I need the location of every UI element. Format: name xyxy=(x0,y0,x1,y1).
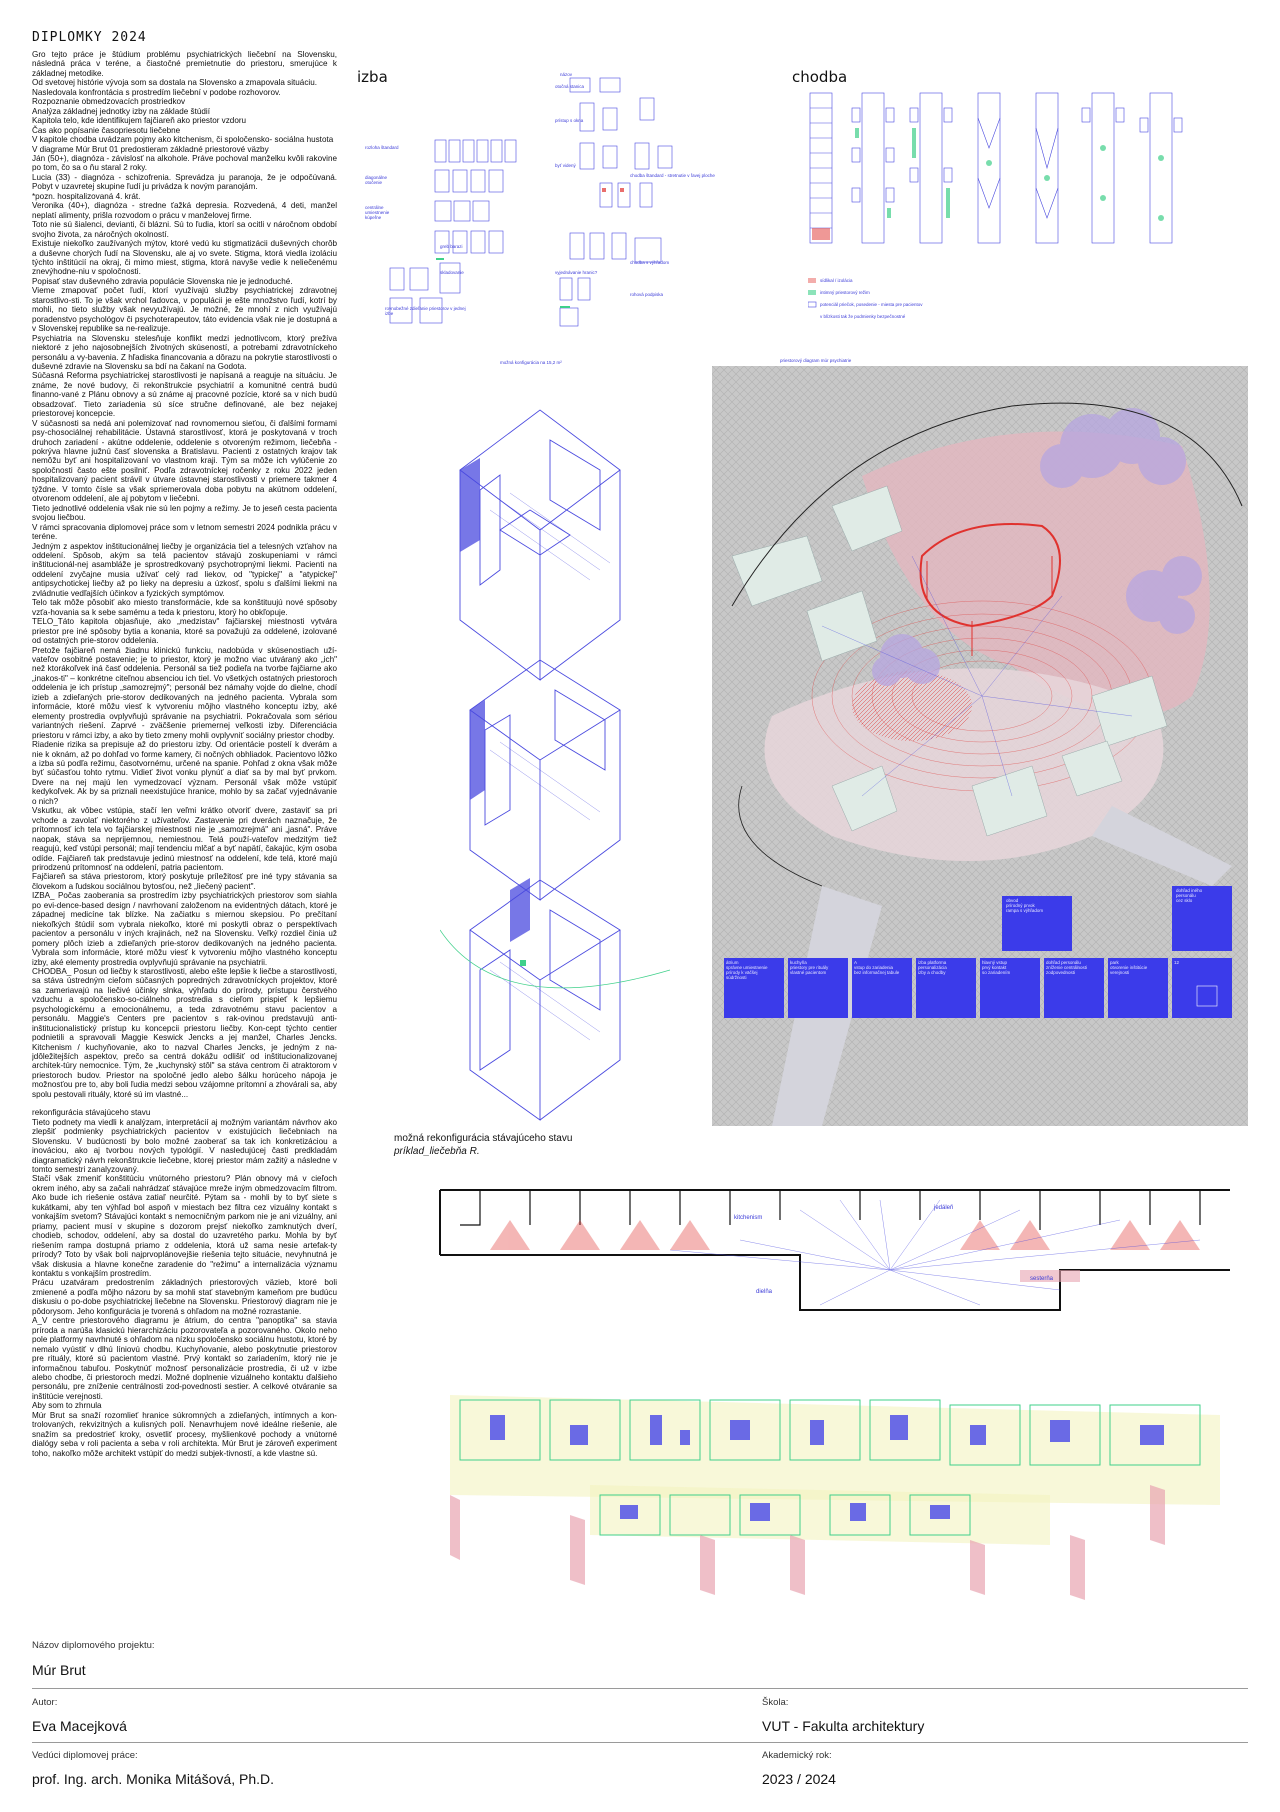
project-label: Názov diplomového projektu: xyxy=(32,1640,155,1651)
body-paragraph: Popisať stav duševného zdravia populácie Slovenska nie je jednoduché. xyxy=(32,276,293,286)
supervisor-label: Vedúci diplomovej práce: xyxy=(32,1750,138,1761)
body-paragraph: V súčasnosti sa nedá ani polemizovať nad rovnomernou sieťou, či ďalšími formami psy-chosociálnej rehabilitácie. Ústavná starostlivosť, ktorá je poskytovaná v troch druhoch zariadení - akútne oddelenie, oddelenie s otvoreným režimom, liečebňa - pokrýva hlavne južnú časť slovenska a Bratislavu. Pacienti z ostatných krajov tak nemôžu byť ani hospitalizovaní vo vlastnom kraji. Tým sa môže ich vylúčenie zo spoločnosti často ešte posilniť. Podľa zdravotníckej ročenky z roku 2022 jeden hospitalizovaný pacient strávil v útvare ústavnej starostlivosti v priemere takmer 4 týždne. V tomto čísle sa však spriemerovala doba pobytu na akútnom oddelení, otvorenom oddelení, ale aj pobytom v liečebni. xyxy=(32,418,337,504)
school-value: VUT - Fakulta architektury xyxy=(762,1718,925,1734)
body-paragraph: Ján (50+), diagnóza - závislosť na alkohole. Práve pochoval manželku kvôli rakovine po tom, čo sa o ňu staral 2 roky. xyxy=(32,153,337,173)
body-paragraph: V diagrame Múr Brut 01 predostieram základné priestorové väzby xyxy=(32,144,269,154)
body-paragraph: Stačí však zmeniť konštitúciu vnútorného priestoru? Plán obnovy má v cieľoch okrem iného, aby sa začali nahrádzať stávajúce mreže iným obmedzovacím filtrom. Ako bude ich riešenie ostáva zatiaľ neurčité. Pýtam sa - mohli by to byť siete s kukátkami, aby ten výhľad bol aspoň v miestach bez filtra cez vizuálny kontakt s vonkajším svetom? Stávajúci kontakt s nemocničným parkom nie je ani vizuálny, ani priamy, pacient musí v skupine s dozorom prejsť niekoľko zamknutých dverí, chodieb, schodov, oddelení, aby sa dostal do uzavretého parku. Mohla by byť riešením rampa dostupná priamo z oddelenia, ktorá už sama nesie artefak-ty prírody? Toto by však boli najprvoplánovejšie riešenia tejto situácie, nevyhnutná je však diskusia a hlavne konečne zaradenie do "režimu" a internalizácia významu kontaktu s vonkajším prostredím. xyxy=(32,1174,337,1278)
chodba-diagrams xyxy=(800,88,1220,268)
body-paragraph: Súčasná Reforma psychiatrickej starostlivosti je napísaná a reaguje na situáciu. Je známe, že nové budovy, či rekonštrukcie psychiatrií a komunitné centrá budú finanno-vané z Plánu obnovy a sú známe aj pracovné pozície, ktoré sa v nich budú obsadzovať. Tieto zariadenia sú síce stručne definované, ale bez nejakej priestorovej koncepcie. xyxy=(32,371,337,419)
author-label: Autor: xyxy=(32,1697,58,1708)
supervisor-value: prof. Ing. arch. Monika Mitášová, Ph.D. xyxy=(32,1771,274,1787)
section-heading: rekonfigurácia stávajúceho stavu xyxy=(32,1108,151,1118)
body-paragraph: Jedným z aspektov inštitucionálnej liečby je organizácia tiel a telesných vzťahov na oddelení. Spôsob, akým sa telá pacientov stávajú zoskupeniami v rámci inštitucionál-nej asambláže je sprostredkovaný psychotropnými liekmi. Pacienti na oddelení zvyčajne musia užívať celý rad liekov, od "typickej" a "atypickej" antipsychotickej liečby až po lieky na depresiu a úzkosť, spolu s ďalšími liekmi na zvládnutie vedľajších účinkov a fyzických symptómov. xyxy=(32,541,337,598)
author-value: Eva Macejková xyxy=(32,1718,127,1734)
blue-card-3: A vstup do zariadenia bez informačnej tabule xyxy=(854,960,900,975)
izba-col2-note-8: rohová podpiska xyxy=(630,292,664,297)
page-title: DIPLOMKY 2024 xyxy=(32,30,147,45)
body-paragraph: Lucia (33) - diagnóza - schizofrenia. Sprevádza ju paranoja, že je odpočúvaná. Pobyt v uzavretej skupine ľudí ju privádza k novým paranojám. xyxy=(32,172,337,192)
floor-plan xyxy=(420,1180,1250,1335)
blue-side-1: obvod prírodný prvok rampa s výhľadom xyxy=(1006,898,1044,913)
footer-divider-2 xyxy=(32,1742,1248,1743)
body-paragraph: Existuje niekoľko zaužívaných mýtov, ktoré vedú ku stigmatizácii duševných chorôb a duševne chorých ľudí na Slovensku, ale aj vo svete. Stigma, ktorá viedla izoláciu týchto inštitúcií na okraj, či mimo miest, stigma, ktorá navyše vedie k neliečenému znevýhodne-niu v spoločnosti. xyxy=(32,239,337,277)
chodba-legend-3: potenciál priečok, posedenie - miesta pre pacientov xyxy=(820,302,923,307)
izba-col2-note-3: prístup s okna xyxy=(555,118,584,123)
body-paragraph: Gro tejto práce je štúdium problému psychiatrických liečební na Slovensku, následná práca v teréne, a čiastočné premietnutie do priestoru, smerujúce k základnej metodike. xyxy=(32,50,337,78)
body-paragraph: A_V centre priestorového diagramu je átrium, do centra "panoptika" sa stavia príroda a narúša klasickú hierarchizáciu pozorovateľa a pozorovaného. Okolo neho pole platformy navrhnuté s ohľadom na nízku spoločensko sociálnu hustotu, ktoré by nemalo vyústiť v dlhú líniovú chodbu. Kuchyňovanie, alebo poskytnutie priestorov pre rituály, ktoré sú pacientom vlastné. Prvý kontakt so zariadením, ktorý nie je informačnou tabuľou. Poskytnúť možnosť personalizácie prostredia, či už v izbe alebo chodbe, či priestoroch medzi. Možné doplnenie vizuálneho kontaktu ďalšieho personálu, pre zníženie centrálnosti zod-povednosti sestier. A celkové otváranie sa inštitúcie verejnosti. xyxy=(32,1316,337,1401)
body-paragraph: Veronika (40+), diagnóza - stredne ťažká depresia. Rozvedená, 4 deti, manžel neplatí alimenty, prišla rozvodom o prácu v manželovej firme. xyxy=(32,201,337,220)
blue-card-6: dohľad personálu zníženie centrálnosti zodpovednosti xyxy=(1046,960,1088,975)
body-paragraph: Psychiatria na Slovensku stelesňuje konflikt medzi jednotlivcom, ktorý prežíva niektoré z jeho najosobnejších životných skúseností, a potrebami zdravotníckeho personálu a vy-bavenia. Z hľadiska financovania a dôrazu na pokrytie starostlivosti o duševné zdravie na Slovensku sa bdí na čakaní na Godota. xyxy=(32,333,337,371)
chodba-legend-4: v blízkosti tak že podmienky bezpečnostné xyxy=(820,314,906,319)
izba-col2-note-2: otočná stanica xyxy=(555,84,585,89)
plan-label-1: kitchenism xyxy=(734,1215,763,1221)
spatial-diagram xyxy=(712,366,1248,1126)
footer-divider-1 xyxy=(32,1688,1248,1689)
body-paragraph: Kapitola telo, kde identifikujem fajčiareň ako priestor vzdoru xyxy=(32,116,247,126)
body-paragraph: Vskutku, ak vôbec vstúpia, stačí len veľmi krátko otvoriť dvere, zastaviť sa pri vchode a zavolať niektorého z užívateľov. Zastavenie pri dverách naznačuje, že prítomnosť ich tela vo fajčiarskej miestnosti nie je „samozrejmá" ani „jasná". Práve naopak, stáva sa neprijemnou, nemiestnou. Telá použí-vateľov medzitým tiež reagujú, keď vstúpi personál; mají tendenciu mlčať a byť napätí, čakajúc, kým osoba odíde. Fajčiareň tak predstavuje jedinú miestnosť na oddelení, kde telá, ktoré majú prirodzenú prítomnosť na oddelení, patria pacientom. xyxy=(32,806,337,872)
year-value: 2023 / 2024 xyxy=(762,1771,836,1787)
body-paragraph: Rozpoznanie obmedzovacích prostriedkov xyxy=(32,97,186,107)
chodba-legend-1: sídlikal / izolácia xyxy=(820,278,853,283)
body-paragraph: Tieto podnety ma viedli k analýzam, interpretácií aj možným variantám návrhov ako zlepšiť podmienky psychiatrických pacientov v existujúcich liečebniach na Slovensku. V budúcnosti by bolo možné zaoberať sa tak ich konkretizáciou a inováciou, ako aj tvorbou nových typológií. V nasledujúcej časti predkladám diagramatický návrh rekonštrukcie liečebne, ktorej priestor mám zažitý a následne v tomto semestri zanalyzovaný. xyxy=(32,1117,337,1175)
izba-note-6: rovnobežné zdieľanie priestorov v jednej izbe xyxy=(385,306,466,316)
blue-side-2: dohľad iného personálu cez sklo xyxy=(1176,888,1203,903)
blue-card-8: 12 xyxy=(1174,960,1180,965)
izba-note-1: rozloha štandard xyxy=(365,145,399,150)
axo-rooms xyxy=(440,370,690,1130)
izba-col2-note-6: chodba s výhľadom xyxy=(630,260,670,265)
blue-card-4: izba platforma personalizácia izby a chodby xyxy=(918,960,947,975)
axo-caption: možná konfigurácia na 15,2 m² xyxy=(500,360,562,365)
axo-plan xyxy=(450,1385,1250,1615)
chodba-legend-2: intimný priestorový režim xyxy=(820,290,870,295)
blue-card-7: park otvorenie inštitúcie verejnosti xyxy=(1110,960,1148,975)
body-paragraph: Nasledovala konfrontácia s prostredím liečební v podobe rozhovorov. xyxy=(32,87,281,97)
body-paragraph: Čas ako popísanie časopriesotu liečebne xyxy=(32,125,181,135)
body-paragraph: *pozn. hospitalizovaná 4. krát. xyxy=(32,191,141,201)
izba-col2-note-5: chodba štandard - stretnutie v ľavej ploche xyxy=(630,173,715,178)
axo-title-line-2: príklad_liečebňa R. xyxy=(394,1146,480,1157)
izba-note-3: centrálne umiestnenie kúpeľne xyxy=(365,205,390,220)
body-paragraph: Pretože fajčiareň nemá žiadnu klinickú funkciu, nadobúda v skúsenostiach uží-vateľov osobitné postavenie; je to priestor, ktorý je možno viac utváraný ako „ich" než ktorákoľvek iná časť oddelenia. Personál sa tiež podieľa na tvorbe fajčiarne ako „inakos-ti" – konkrétne citeľnou absenciou ich tiel. Vo všetkých ostatných priestoroch oddelenia je ich prístup „samozrejmý"; personál bez námahy vojde do dielne, chodí izieb a zdieľaných prie-storov dedikovaných na jedného pacienta. Vybrala som informácie, ktoré môžu viesť k vytvoreniu môjho vlastného konceptu izby, aké elementy prostredia ovplyvňujú správanie na psychiatrii. Pokračovala som sériou variantných riešení. Zaprvé - zväčšenie priemernej veľkosti izby. Diferenciácia priestoru v rámci izby, a ako by tieto zmeny mohli ovplyvniť sociálny priestor chodby. xyxy=(32,645,337,740)
izba-col2-note-4: byť videný xyxy=(555,163,576,168)
body-paragraph: Tieto jednotlivé oddelenia však nie sú len pojmy a režimy. Je to jeseň cesta pacienta svojou liečbou. xyxy=(32,503,337,523)
body-paragraph: V rámci spracovania diplomovej práce som v letnom semestri 2024 podnikla prácu v teréne. xyxy=(32,522,337,542)
blue-card-5: hlavný vstup prvý kontakt so zariadením xyxy=(982,960,1011,975)
blue-card-1: átrium správne umiestnenie prírody k väčšej súdržnosti xyxy=(726,960,768,980)
body-paragraph: Fajčiareň sa stáva priestorom, ktorý poskytuje príležitosť pre iné typy stávania sa človekom a ľudskou sociálnou bytosťou, než „liečený pacient". xyxy=(32,872,337,891)
chodba-heading: chodba xyxy=(792,68,848,86)
plan-label-4: sesterňa xyxy=(1030,1276,1054,1282)
body-paragraph: Prácu uzatváram predostrením základných priestorových väzieb, ktoré boli zmienené a podľa môjho názoru by sa mohli stať stavebným kameňom pre budúcu diskusiu o po-dobe psychiatrickej liečebne na Slovensku. Priestorový diagram nie je pôdorysom. Jeho konfigurácia je tvorená s ohľadom na možné rozrastanie. xyxy=(32,1278,337,1316)
blue-card-2: kuchyňa priestory pre rituály vlastné pacientom xyxy=(790,960,829,975)
body-paragraph: Od svetovej histórie vývoja som sa dostala na Slovensko a zmapovala situáciu. xyxy=(32,78,317,88)
body-paragraph: TELO_Táto kapitola objasňuje, ako „medzistav" fajčiarskej miestnosti vytvára priestor pre iné spôsoby bytia a konania, ktoré sa považujú za oddelené, izolované od ostatných prie-storov oddelenia. xyxy=(32,617,337,646)
body-paragraph: IZBA_ Počas zaoberania sa prostredím izby psychiatrických priestorov som siahla po evi-dence-based design / navrhovaní založenom na evidentných dátach, ktoré je západnej medicíne tak blízke. Na začiatku s miernou skepsiou. Po prečítaní niekoľkých štúdií som vybrala niekoľko, ktoré mi poskytli obraz o perspektívach pacientov a personálu v iných krajinách, než na Slovensku. Veľký rozdiel činia už pomery plôch izieb a zdieľaných prie-storov dedikovaných na jedného pacienta. Vybrala som informácie, ktoré môžu viesť k vytvoreniu môjho vlastného konceptu izby, aké elementy prostredia ovplyvňujú správanie na psychiatrii. xyxy=(32,891,337,967)
body-paragraph: Vieme zmapovať počet ľudí, ktorí využívajú služby psychiatrickej zdravotnej starostlivo-sti. To je však vrchol ľadovca, v populácii je ešte množstvo ľudí, kotrí by mohli, no tieto služby však nevyužívajú. Je možné, že mnohí z nich využívajú poradenstvo psychológov či psychoterapeutov, táto evidencia však nie je dostupná a v Slovenskej republike sa ne-realizuje. xyxy=(32,286,337,334)
body-paragraph: Toto nie sú šialenci, devianti, či blázni. Sú to ľudia, ktorí sa ocitli v náročnom období svojho života, za náročných okolností. xyxy=(32,220,337,239)
izba-note-4: greb barazi xyxy=(440,244,463,249)
body-paragraph: Telo tak môže pôsobiť ako miesto transformácie, kde sa konštituujú nové spôsoby vzťa-hovania sa k sebe samému a teda k priestoru, ktorý ho obkľopuje. xyxy=(32,598,337,617)
izba-heading: izba xyxy=(357,68,388,86)
body-text-column xyxy=(32,50,337,1630)
izba-col2-note-7: vyjednávanie hranic? xyxy=(555,270,598,275)
plan-label-3: dielňa xyxy=(756,1289,773,1295)
plan-label-2: jedáleň xyxy=(934,1205,954,1211)
izba-note-5: skladovanie xyxy=(440,270,464,275)
izba-note-2: diagonálne otočenie xyxy=(365,175,388,185)
body-paragraph: Múr Brut sa snaží rozomlieť hranice súkromných a zdieľaných, intímnych a kon-trolovaných, rekvizitných a kulisných polí. Nenavrhujem nové ideálne riešenie, ale snažím sa predostrieť kroky, osvetliť procesy, myšlienkové pochody a vnútorné dialógy seba v roli pacienta a seba v roli architekta. Múr Brut je zároveň experiment toho, nakoľko môže architekt vstúpiť do medzi subjek-tivností, a kde vlastne sú. xyxy=(32,1410,337,1458)
body-paragraph: Aby som to zhrnula xyxy=(32,1401,102,1411)
diagram-caption: priestorový diagram múr psychiatrie xyxy=(780,358,852,363)
body-paragraph: Riadenie rizika sa prepisuje až do priestoru izby. Od orientácie postelí k dverám a nie k oknám, až po dohľad vo forme kamery, či nočných obhliadok. Pacientovo lôžko a izba sú podľa režimu, časotvornému, určené na spanie. Pohľad z okna však môže byť súčasťou tohto rytmu. Vidieť život vonku plynúť a diať sa by mal byť prvkom. Dvere na nej majú len vymedzovací význam. Personál však môže vstúpiť kedykoľvek. Ak by sa priznali neexistujúce hranice, mohlo by sa začať vyjednávanie o nich? xyxy=(32,740,337,806)
body-paragraph: CHODBA_ Posun od liečby k starostlivosti, alebo ešte lepšie k liečbe a starostlivosti, sa stáva ústredným cieľom súčasných popredných zdravotníckych projektov, ktoré sa zameriavajú na liečivé účinky slnka, výhľadu do prírody, prístupu čerstvého vzduchu a spoločensko-so-ciálneho prostredia s cieľom prispieť k lepšiemu psychologickému a emocionálnemu, a teda zdravotnému stavu pacientov a personálu. Maggie's Centers pre pacientov s rak-ovinou predstavujú anti-inštitucionalistický prístup ku koncepcii priestoru liečby. Kon-cept týchto centier podnietili a spravovali Maggie Keswick Jencks a jej manžel, Charles Jencks. Kitchenism / kuchyňovanie, ako to nazval Charles Jencks, je jedným z na-jdôležitejších aspektov, prečo sa centrá dokážu odlišiť od inštitucionalizovanej architek-túry nemocnice. Tým, že „kuchynský stôl" sa stáva centrom či atraktorom v priestoroch budov. Priestor na spoločné jedlo alebo šálku horúceho nápoja je možnosťou pre to, aby boli ľudia medzi sebou vzájomne prítomní a zhovárali sa, aby spolu pestovali rituály, ktoré sú im vlastné... xyxy=(32,966,337,1099)
axo-title-line-1: možná rekonfigurácia stávajúceho stavu xyxy=(394,1133,573,1144)
year-label: Akademický rok: xyxy=(762,1750,832,1761)
school-label: Škola: xyxy=(762,1697,789,1708)
izba-col2-note-1: názov xyxy=(560,72,573,77)
project-value: Múr Brut xyxy=(32,1662,86,1678)
body-paragraph: Analýza základnej jednotky izby na základe štúdií xyxy=(32,106,210,116)
body-paragraph: V kapitole chodba uvádzam pojmy ako kitchenism, či spoločensko- sociálna hustota xyxy=(32,135,334,145)
